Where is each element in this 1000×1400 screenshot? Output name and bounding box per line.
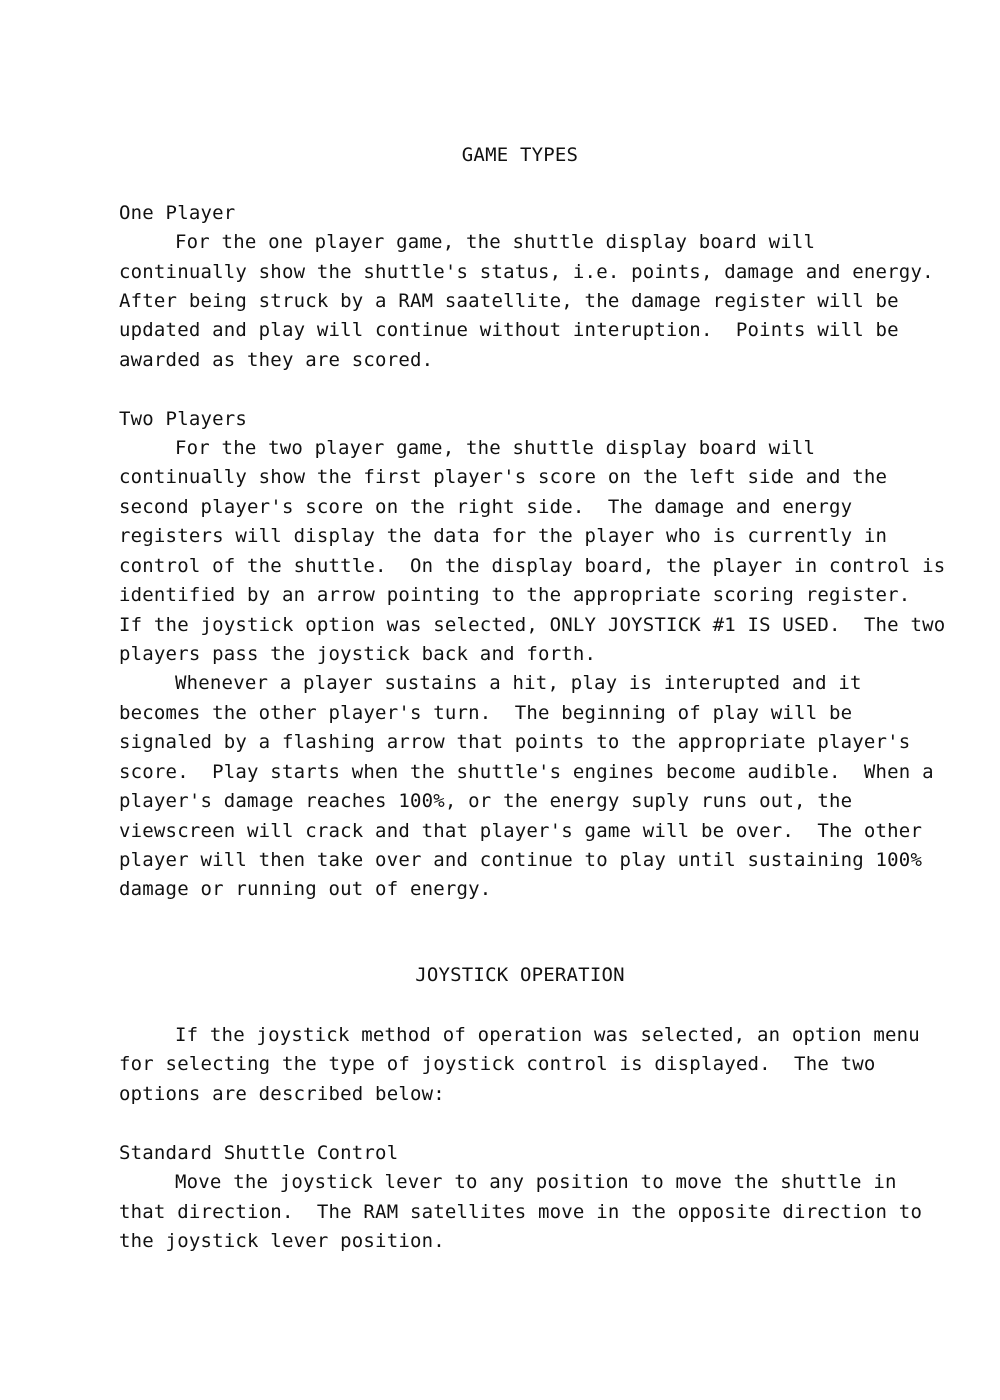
two-players-line: viewscreen will crack and that player's game will be over. The other	[119, 820, 923, 842]
two-players-line: continually show the first player's score on the left side and the	[119, 466, 888, 488]
two-players-line: signaled by a flashing arrow that points to the appropriate player's	[119, 731, 911, 753]
two-players-line: player's damage reaches 100%, or the energy suply runs out, the	[119, 790, 853, 812]
one-player-line: updated and play will continue without interuption. Points will be	[119, 319, 899, 341]
standard-shuttle-control-line: that direction. The RAM satellites move in the opposite direction to	[119, 1201, 923, 1223]
two-players-line: Whenever a player sustains a hit, play is interupted and it	[175, 672, 862, 694]
two-players-line: player will then take over and continue to play until sustaining 100%	[119, 849, 923, 871]
joystick-intro-line: options are described below:	[119, 1083, 445, 1105]
two-players-line: If the joystick option was selected, ONLY JOYSTICK #1 IS USED. The two	[119, 614, 946, 636]
game-types-heading: GAME TYPES	[461, 144, 579, 166]
one-player-line: continually show the shuttle's status, i.e. points, damage and energy.	[119, 261, 934, 283]
two-players-line: control of the shuttle. On the display board, the player in control is	[119, 555, 946, 577]
two-players-line: second player's score on the right side. The damage and energy	[119, 496, 853, 518]
two-players-line: becomes the other player's turn. The beginning of play will be	[119, 702, 853, 724]
standard-shuttle-control-line: the joystick lever position.	[119, 1230, 445, 1252]
two-players-line: registers will display the data for the player who is currently in	[119, 525, 888, 547]
two-players-line: score. Play starts when the shuttle's engines become audible. When a	[119, 761, 934, 783]
joystick-intro-line: If the joystick method of operation was selected, an option menu	[175, 1024, 920, 1046]
one-player-line: For the one player game, the shuttle display board will	[175, 231, 816, 253]
two-players-subheading: Two Players	[119, 408, 248, 430]
one-player-line: awarded as they are scored.	[119, 349, 434, 371]
two-players-line: players pass the joystick back and forth.	[119, 643, 597, 665]
one-player-subheading: One Player	[119, 202, 236, 224]
two-players-line: identified by an arrow pointing to the appropriate scoring register.	[119, 584, 911, 606]
two-players-line: damage or running out of energy.	[119, 878, 492, 900]
one-player-line: After being struck by a RAM saatellite, the damage register will be	[119, 290, 899, 312]
two-players-line: For the two player game, the shuttle display board will	[175, 437, 816, 459]
standard-shuttle-control-line: Move the joystick lever to any position to move the shuttle in	[175, 1171, 897, 1193]
joystick-operation-heading: JOYSTICK OPERATION	[415, 964, 625, 986]
standard-shuttle-control-subheading: Standard Shuttle Control	[119, 1142, 399, 1164]
joystick-intro-line: for selecting the type of joystick control is displayed. The two	[119, 1053, 876, 1075]
